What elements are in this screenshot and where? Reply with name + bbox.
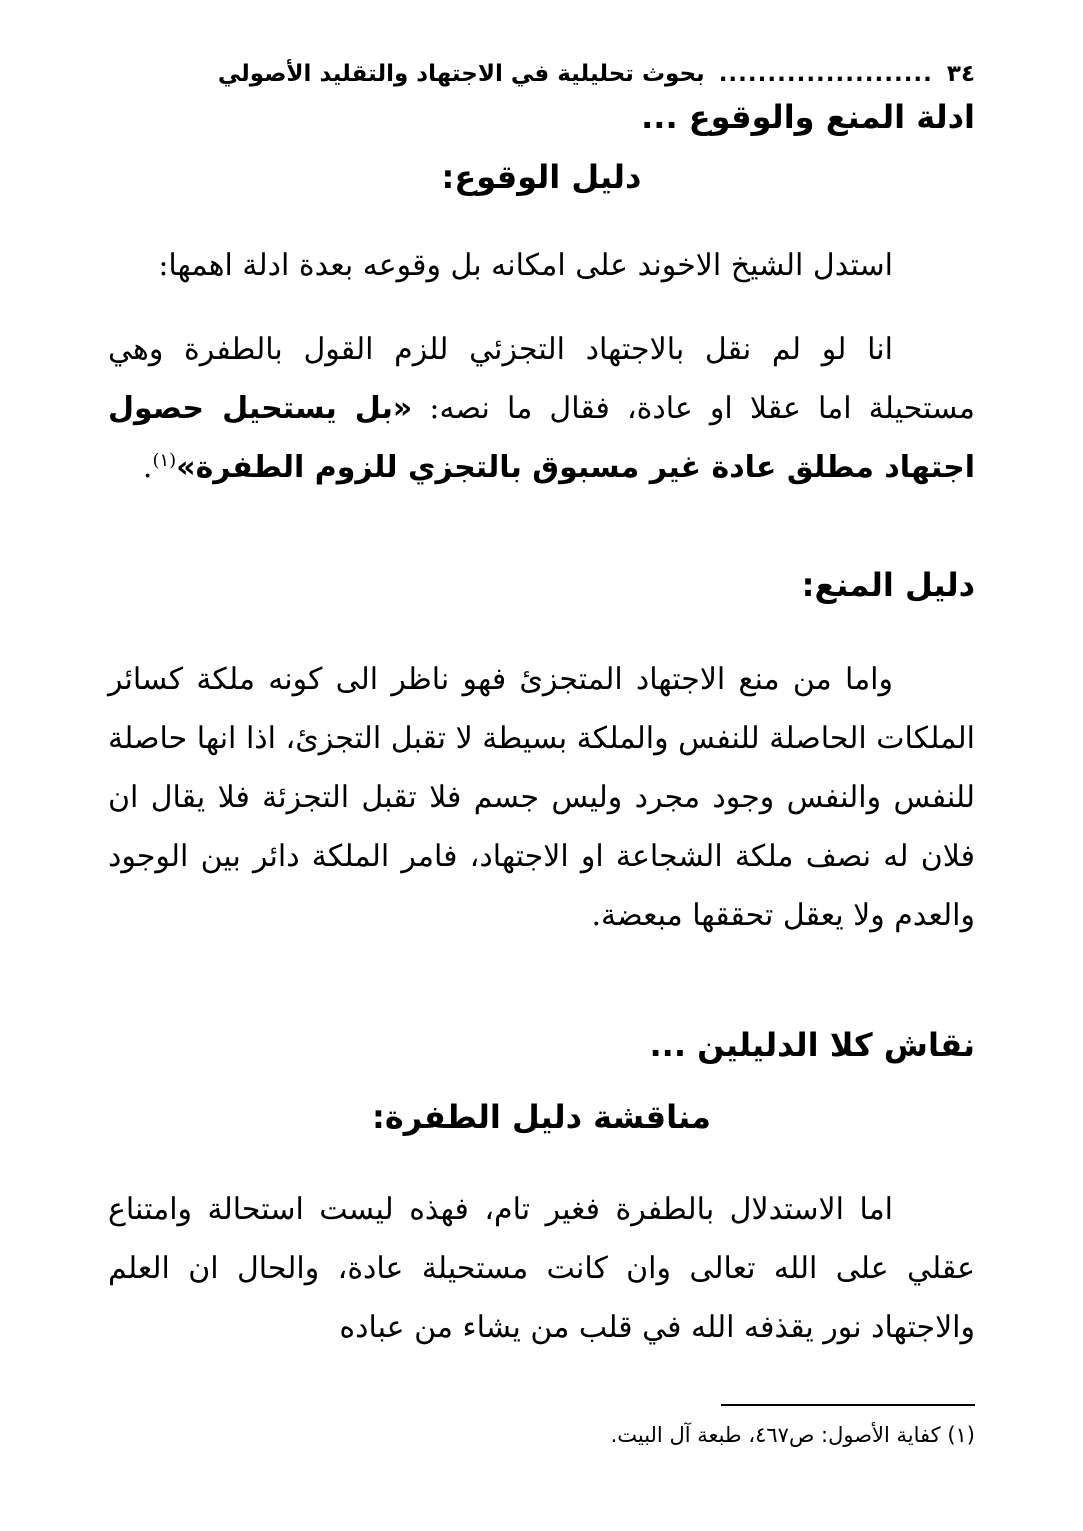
footnote: (١) كفاية الأصول: ص٤٦٧، طبعة آل البيت. bbox=[610, 1423, 975, 1447]
sub-heading-leap-discussion: مناقشة دليل الطفرة: bbox=[372, 1098, 711, 1136]
footnote-reference: (١) bbox=[152, 450, 177, 471]
paragraph-leap-text: انا لو لم نقل بالاجتهاد التجزئي للزم القول بالطفرة وهي مستحيلة اما عقلا او عادة، فقال ما نصه: bbox=[108, 332, 975, 426]
paragraph-leap-end: . bbox=[142, 450, 153, 485]
footnote-divider bbox=[721, 1404, 975, 1406]
paragraph-prohibition-text: واما من منع الاجتهاد المتجزئ فهو ناظر الى كونه ملكة كسائر الملكات الحاصلة للنفس والملكة بسيطة لا تقبل التجزئ، اذا انها حاصلة للنفس والنفس وجود مجرد وليس جسم فلا تقبل التجزئة فلا يقال ان فلان له نصف ملكة الشجاعة او الاجتهاد، فامر الملكة دائر بين الوجود والعدم ولا يعقل تحققها مبعضة. bbox=[108, 662, 975, 933]
paragraph-discussion bbox=[108, 1180, 975, 1357]
section-heading-prohibition: دليل المنع: bbox=[801, 566, 975, 604]
sub-heading-occurrence: دليل الوقوع: bbox=[441, 158, 642, 196]
paragraph-intro-text: استدل الشيخ الاخوند على امكانه بل وقوعه بعدة ادلة اهمها: bbox=[158, 248, 893, 283]
paragraph-discussion-text: اما الاستدلال بالطفرة فغير تام، فهذه ليست استحالة وامتناع عقلي على الله تعالى وان كانت مستحيلة عادة، والحال ان العلم والاجتهاد نور يقذفه الله في قلب من يشاء من عباده bbox=[108, 1192, 975, 1345]
section-heading-evidence: ادلة المنع والوقوع ... bbox=[641, 98, 975, 136]
quoted-statement: «بل يستحيل حصول اجتهاد مطلق عادة غير مسبوق بالتجزي للزوم الطفرة» bbox=[108, 391, 975, 485]
page-number: ٣٤ bbox=[946, 61, 975, 87]
section-heading-discussion: نقاش كلا الدليلين ... bbox=[649, 1026, 975, 1064]
header-dots: ...................... bbox=[718, 61, 933, 87]
paragraph-leap-argument bbox=[108, 320, 975, 497]
paragraph-intro bbox=[108, 236, 975, 295]
book-title: بحوث تحليلية في الاجتهاد والتقليد الأصولي bbox=[217, 61, 705, 87]
paragraph-prohibition bbox=[108, 650, 975, 945]
running-header bbox=[108, 54, 975, 94]
